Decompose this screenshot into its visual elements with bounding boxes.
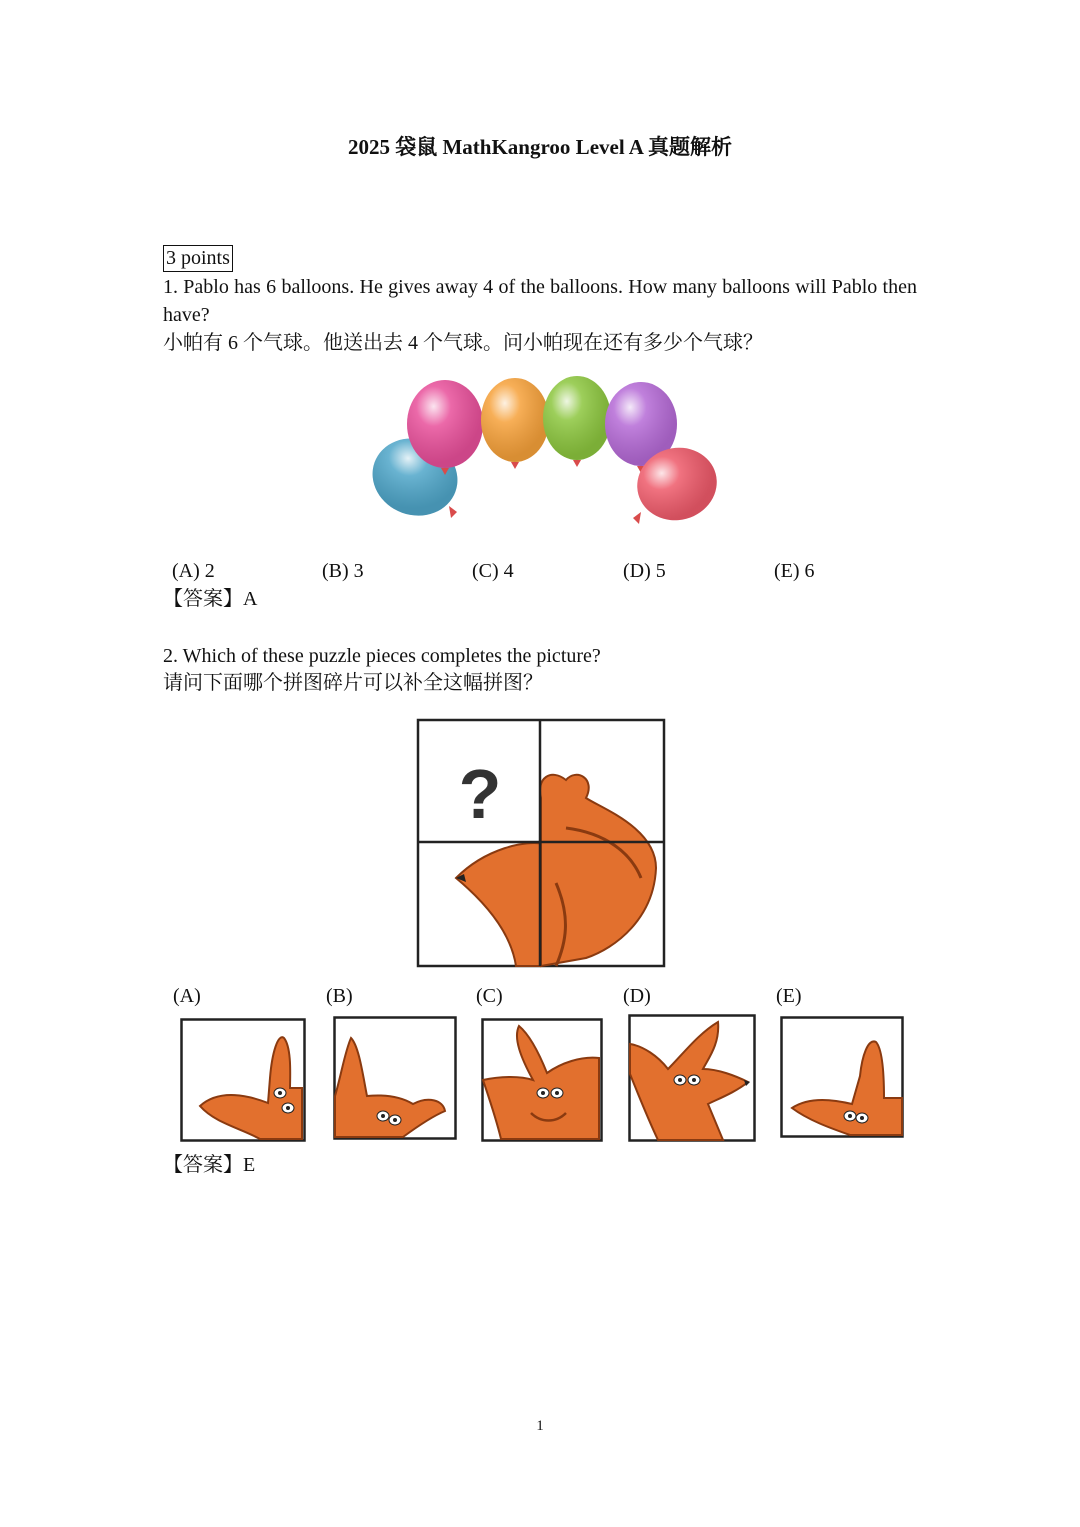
question-1-text-en: 1. Pablo has 6 balloons. He gives away 4 of the balloons. How many balloons will Pablo then have? [163, 276, 917, 326]
q1-answer: 【答案】A [163, 588, 258, 610]
q2-option-b-label: (B) [326, 985, 353, 1007]
question-2-text-en: 2. Which of these puzzle pieces completes the picture? [163, 645, 601, 667]
balloon-orange [481, 378, 549, 469]
q1-option-d: (D) 5 [623, 560, 666, 582]
question-1-text-zh: 小帕有 6 个气球。他送出去 4 个气球。问小帕现在还有多少个气球？ [163, 332, 763, 354]
q1-option-c: (C) 4 [472, 560, 514, 582]
q1-option-e: (E) 6 [774, 560, 815, 582]
question-mark: ? [458, 755, 502, 833]
puzzle-piece-e [780, 1016, 904, 1138]
puzzle-piece-b [333, 1016, 457, 1140]
q2-answer: 【答案】E [163, 1154, 256, 1176]
question-2-text-zh: 请问下面哪个拼图碎片可以补全这幅拼图？ [163, 672, 543, 694]
q1-option-b: (B) 3 [322, 560, 364, 582]
page-title: 2025 袋鼠 MathKangroo Level A 真题解析 [347, 135, 733, 159]
q1-option-a: (A) 2 [172, 560, 215, 582]
q2-option-c-label: (C) [476, 985, 503, 1007]
puzzle-piece-c [481, 1018, 603, 1142]
q2-option-d-label: (D) [623, 985, 651, 1007]
balloons-illustration [365, 372, 725, 527]
page-number: 1 [536, 1418, 544, 1434]
points-label: 3 points [163, 245, 233, 272]
balloon-green [543, 376, 611, 467]
puzzle-grid [416, 718, 666, 968]
puzzle-piece-d [628, 1014, 756, 1142]
q2-option-e-label: (E) [776, 985, 802, 1007]
puzzle-piece-a [180, 1018, 306, 1142]
q2-option-a-label: (A) [173, 985, 201, 1007]
